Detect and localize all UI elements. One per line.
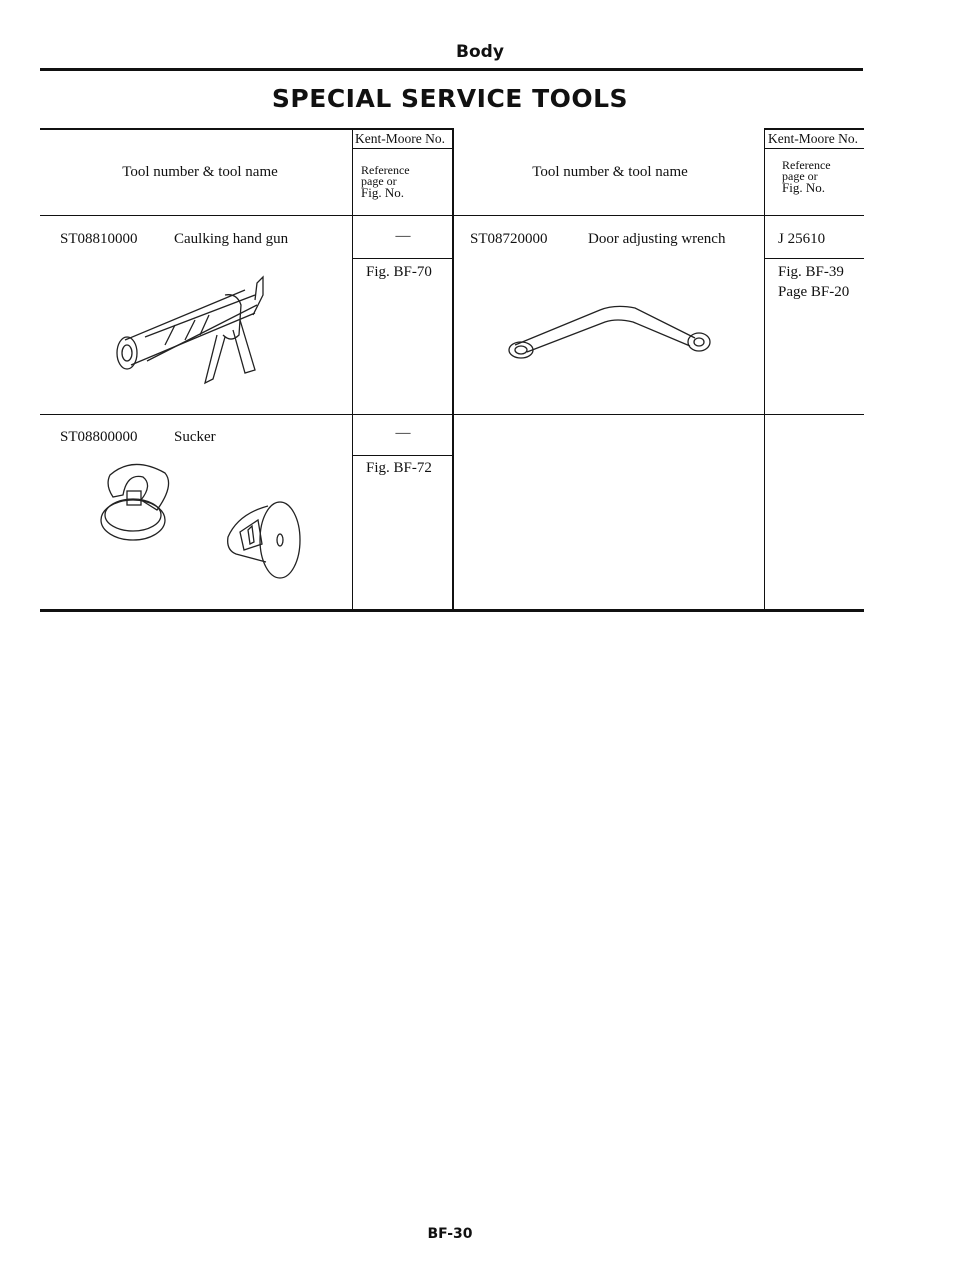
row1-km-divider [353,258,453,259]
right-reference-header [782,160,831,193]
tool-name: Door adjusting wrench [588,231,726,247]
right-tool-header: Tool number & tool name [532,164,688,180]
header-rule [40,68,863,71]
col-divider-1 [352,128,353,611]
page-title: SPECIAL SERVICE TOOLS [271,84,629,113]
left-kent-moore-header: Kent-Moore No. [355,131,445,146]
reference: Fig. BF-70 [366,264,432,280]
reference-line-1: Reference [361,163,410,177]
caulking-gun-illustration [105,265,285,395]
left-reference-header [361,165,410,198]
reference-line-3: Fig. No. [782,180,825,195]
reference-line-2: page or [361,174,397,188]
kent-moore-no: — [395,425,411,441]
tool-number: ST08810000 [60,231,138,247]
tool-name: Sucker [174,429,216,445]
kent-moore-no: J 25610 [778,231,826,247]
door-wrench-illustration [505,300,725,370]
sucker-illustration-side [218,492,308,587]
table-top-rule-right [765,128,864,130]
kent-moore-underline-right [765,148,864,149]
section-title: Body [456,42,504,62]
row2-km-divider [353,455,453,456]
reference: Fig. BF-72 [366,460,432,476]
col-divider-3 [764,128,765,611]
sucker-illustration-front [95,455,185,550]
reference-line-3: Fig. No. [361,185,404,200]
kent-moore-no: — [395,228,411,244]
row1-km-divider-right [765,258,864,259]
tool-number: ST08720000 [470,231,548,247]
right-kent-moore-header: Kent-Moore No. [768,131,858,146]
tool-name: Caulking hand gun [174,231,289,247]
left-tool-header: Tool number & tool name [122,164,278,180]
col-divider-2 [452,128,454,611]
table-top-rule-left [40,128,453,130]
page-number: BF-30 [427,1226,473,1242]
tool-number: ST08800000 [60,429,138,445]
reference-line-2: page or [782,169,818,183]
kent-moore-underline-left [353,148,453,149]
reference: Fig. BF-39 [778,264,844,280]
reference-page: Page BF-20 [778,284,850,300]
reference-line-1: Reference [782,158,831,172]
